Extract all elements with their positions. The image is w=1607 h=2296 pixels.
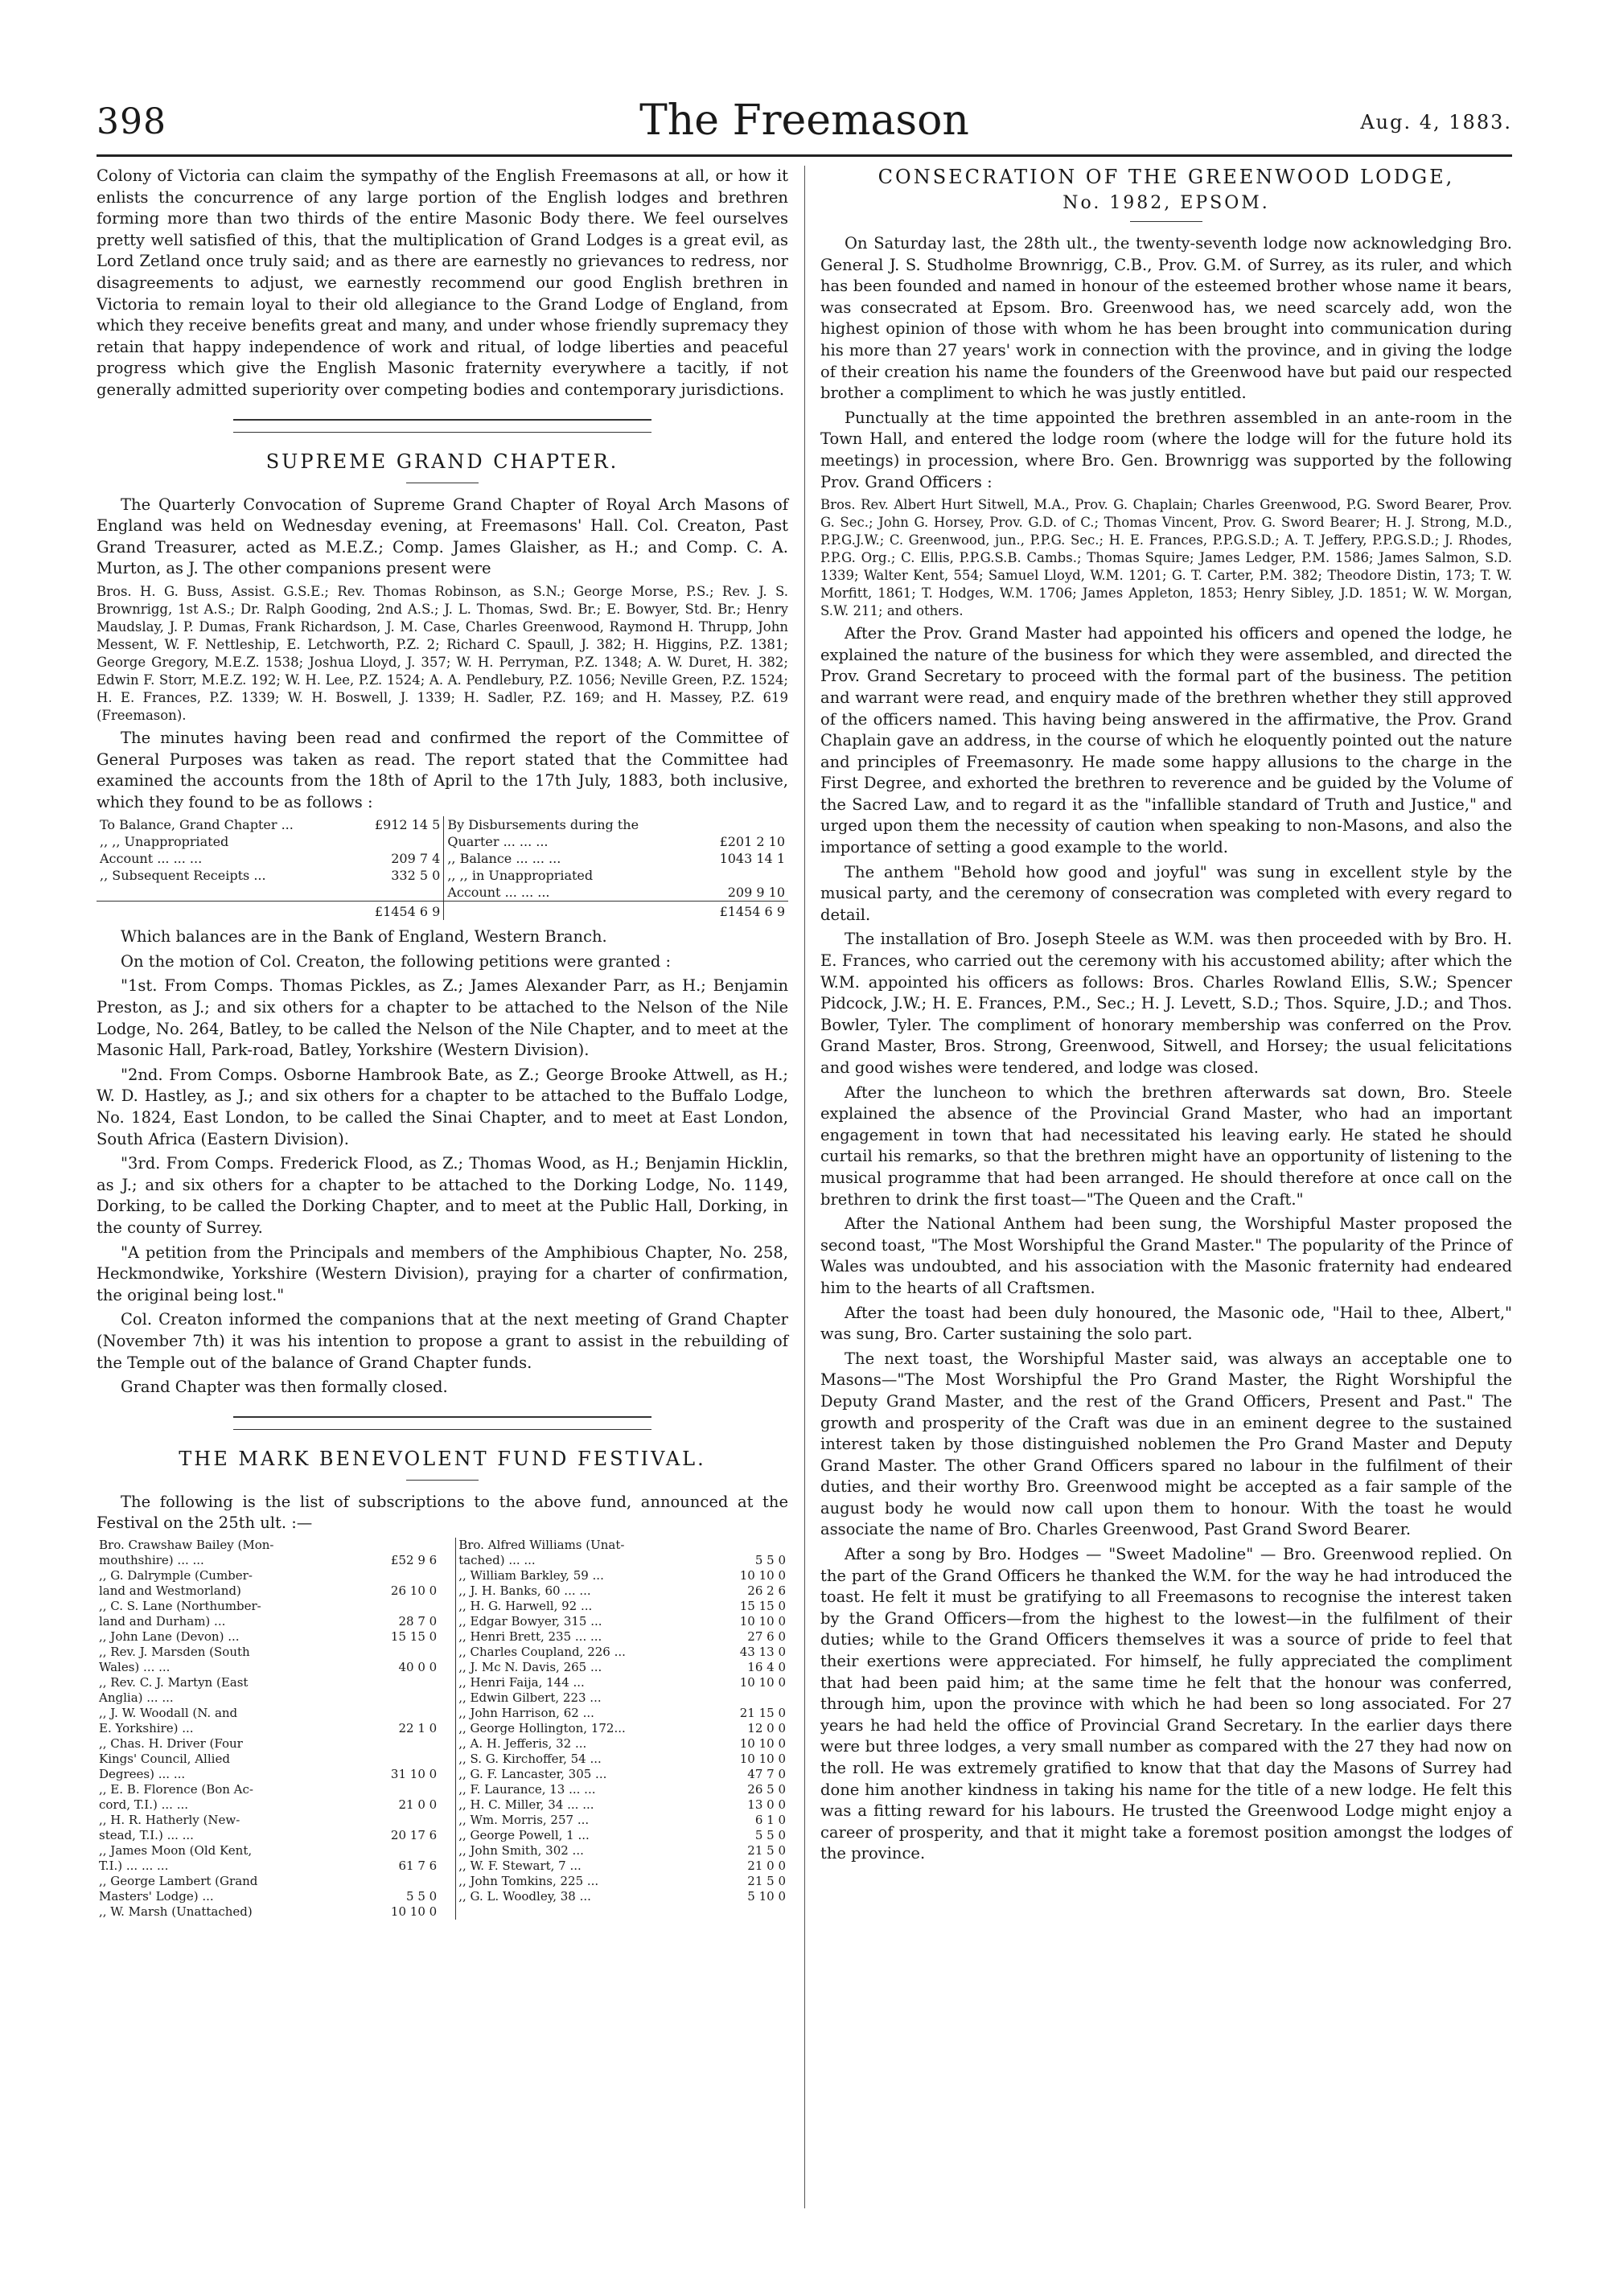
sgc-paragraph-1: The Quarterly Convocation of Supreme Grand Chapter of Royal Arch Masons of England was held on Wednesday evening, at Freemasons' Hall. Col. Creaton, Past Grand Treasurer, acted as M.E.Z.; Comp. James Glaisher, as H.; and Comp. C. A. Murton, as J. The other companions present were	[97, 495, 788, 578]
acct-label: Quarter ... ... ...	[444, 833, 685, 850]
subscription-amount: 21 0 0	[747, 1858, 786, 1873]
mark-benevolent-title: THE MARK BENEVOLENT FUND FESTIVAL.	[179, 1447, 706, 1470]
subscription-amount	[346, 1843, 439, 1859]
subscription-amount	[695, 1904, 788, 1920]
consecration-paragraph-10: After a song by Bro. Hodges — "Sweet Madoline" — Bro. Greenwood replied. On the part of the Grand Officers he thanked the W.M. for the way he had introduced the toast. He felt it must be gratifying to all Freemasons to recognise the interest taken by the Grand Officers—from the highest to the lowest—in the fulfilment of their duties; while to the Grand Officers themselves it was a source of pride to feel that their exertions were appreciated. For himself, he fully appreciated the compliment that had been paid him; at the same time he felt that the honour was conferred, through him, upon the province with which he had been so long associated. For 27 years he had held the office of Provincial Grand Secretary. In the earlier days there were but three lodges, a very small number as compared with the 27 they had now on the roll. He was extremely gratified to know that that day the Masons of Surrey had done him another kindness in taking his name for the title of a new lodge. He felt this was a fitting reward for his labours. He trusted the Greenwood Lodge might enjoy a career of prosperity, and that it might take a foremost position amongst the lodges of the province.	[820, 1545, 1512, 1863]
subscription-amount: 21 15 0	[739, 1705, 786, 1720]
subscription-amount	[346, 1752, 439, 1767]
subscriber-name: ,, W. Marsh (Unattached)	[99, 1904, 253, 1919]
section-rule	[233, 419, 651, 433]
page-number: 398	[97, 101, 166, 142]
subscriber-name: ,, G. L. Woodley, 38 ...	[458, 1888, 591, 1904]
sgc-petition-3: "3rd. From Comps. Frederick Flood, as Z.; Thomas Wood, as H.; Benjamin Hicklin, as J.; and six others for a chapter to be attached to the Dorking Lodge, No. 1149, Dorking, to be called the Dorking Chapter, and to meet at the Public Hall, Dorking, in the county of Surrey.	[97, 1154, 788, 1237]
table-row	[97, 1706, 788, 1721]
subscriber-name: ,, H. R. Hatherly (New-	[99, 1812, 240, 1827]
subscriber-name: ,, A. H. Jefferis, 32 ...	[458, 1735, 587, 1751]
subscriber-name: ,, Henri Faija, 144 ...	[458, 1674, 585, 1690]
subscriber-name: Bro. Crawshaw Bailey (Mon-	[99, 1537, 274, 1552]
acct-value: 209 7 4	[391, 851, 441, 867]
table-row	[97, 1874, 788, 1889]
table-row	[97, 1736, 788, 1752]
subscription-amount: 10 10 0	[390, 1904, 438, 1919]
subscriber-name: Anglia) ... ...	[99, 1690, 174, 1705]
consecration-title: CONSECRATION OF THE GREENWOOD LODGE,	[877, 166, 1455, 188]
subscriber-name: ,, John Smith, 302 ...	[458, 1842, 584, 1858]
sgc-paragraph-3: Which balances are in the Bank of England, Western Branch.	[121, 927, 607, 947]
subscriber-name: ,, William Barkley, 59 ...	[458, 1567, 604, 1583]
sgc-paragraph-2: The minutes having been read and confirmed the report of the Committee of General Purposes was taken as read. The report stated that the Committee had examined the accounts from the 18th of April to the 17th July, 1883, both inclusive, which they found to be as follows :	[97, 728, 788, 811]
right-column	[820, 166, 1512, 1868]
subscriber-name: ,, Henri Brett, 235 ... ...	[458, 1629, 602, 1644]
sgc-petition-2: "2nd. From Comps. Osborne Hambrook Bate, as Z.; George Brooke Attwell, as H.; W. D. Hastley, as J.; and six others for a chapter to be attached to the Buffalo Lodge, No. 1824, East London, to be called the Sinai Chapter, and to meet at East London, South Africa (Eastern Division).	[97, 1065, 788, 1148]
table-row	[97, 902, 788, 921]
subscriber-name: ,, S. G. Kirchoffer, 54 ...	[458, 1751, 602, 1766]
subscriber-name: ,, C. S. Lane (Northumber-	[99, 1598, 261, 1613]
subscription-amount: 21 0 0	[398, 1797, 438, 1812]
subscriber-name: land and Durham) ...	[99, 1613, 226, 1629]
subscription-amount	[346, 1568, 439, 1583]
subscriber-name: mouthshire) ... ...	[99, 1552, 204, 1567]
subscription-amount	[346, 1599, 439, 1614]
table-row	[97, 1797, 788, 1813]
subscription-amount: 21 5 0	[747, 1873, 786, 1888]
subscription-amount	[346, 1782, 439, 1797]
supreme-grand-chapter-title: SUPREME GRAND CHAPTER.	[265, 450, 619, 473]
acct-label: By Disbursements during the	[444, 816, 685, 833]
subscriber-name: ,, John Tomkins, 225 ...	[458, 1873, 599, 1888]
sgc-petition-4: "A petition from the Principals and members of the Amphibious Chapter, No. 258, Heckmondwike, Yorkshire (Western Division), praying for a charter of confirmation, the original being lost."	[97, 1242, 788, 1304]
acct-label: Account ... ... ...	[100, 851, 203, 867]
acct-label: ,, Balance ... ... ...	[444, 850, 685, 867]
subscription-amount: 26 5 0	[747, 1781, 786, 1797]
subscriber-name: ,, H. G. Harwell, 92 ...	[458, 1598, 593, 1613]
table-row	[97, 1843, 788, 1859]
sgc-paragraph-4: On the motion of Col. Creaton, the following petitions were granted :	[121, 951, 672, 971]
table-row	[97, 1904, 788, 1920]
table-row	[97, 1614, 788, 1629]
table-row	[97, 1752, 788, 1767]
accounts-table	[97, 816, 788, 920]
subscriber-name: ,, G. Dalrymple (Cumber-	[99, 1567, 253, 1583]
acct-label: To Balance, Grand Chapter ...	[100, 817, 294, 833]
subscriber-name: Kings' Council, Allied	[99, 1751, 230, 1766]
subscriber-name: stead, T.I.) ... ...	[99, 1827, 194, 1842]
consecration-officers: Bros. Rev. Albert Hurt Sitwell, M.A., Prov. G. Chaplain; Charles Greenwood, P.G. Sword Bearer, Prov. G. Sec.; John G. Horsey, Prov. G.D. of C.; Thomas Vincent, Prov. G. Sword Bearer; H. J. Strong, M.D., P.P.G.J.W.; C. Greenwood, jun., P.P.G. Sec.; H. E. Frances, P.P.G.S.D.; A. T. Jeffery, P.P.G.S.D.; J. Rhodes, P.P.G. Org.; C. Ellis, P.P.G.S.B. Cambs.; Thomas Squire; James Ledger, P.M. 1586; James Salmon, S.D. 1339; Walter Kent, 554; Samuel Lloyd, W.M. 1201; G. T. Carter, P.M. 382; Theodore Distin, 173; T. W. Morfitt, 1861; T. Hodges, W.M. 1706; James Appleton, 1853; Henry Sibley, J.D. 1851; W. W. Morgan, S.W. 211; and others.	[820, 497, 1512, 619]
subscriber-name: ,, J. W. Woodall (N. and	[99, 1705, 238, 1720]
newspaper-page	[97, 97, 1512, 2212]
table-row	[97, 1859, 788, 1874]
subscriber-name: ,, W. F. Stewart, 7 ...	[458, 1858, 582, 1873]
table-row	[97, 1767, 788, 1782]
subscription-amount	[695, 1538, 788, 1553]
subscription-amount: 13 0 0	[747, 1797, 786, 1812]
acct-label: ,, Subsequent Receipts ...	[100, 868, 266, 884]
table-row	[97, 867, 788, 884]
consecration-paragraph-8: After the toast had been duly honoured, the Masonic ode, "Hail to thee, Albert," was sung, Bro. Carter sustaining the solo part.	[820, 1303, 1512, 1344]
table-row	[97, 1813, 788, 1828]
subscription-amount	[346, 1690, 439, 1706]
subscription-amount	[346, 1736, 439, 1752]
subscriber-name: ,, H. C. Miller, 34 ... ...	[458, 1797, 594, 1812]
subscription-amount: 26 2 6	[747, 1583, 786, 1598]
subscription-amount	[346, 1675, 439, 1690]
table-row	[97, 833, 788, 850]
table-row	[97, 1782, 788, 1797]
subscription-amount: 43 13 0	[739, 1644, 786, 1659]
subscriber-name: ,, James Moon (Old Kent,	[99, 1842, 253, 1858]
subscription-amount: 20 17 6	[390, 1827, 438, 1842]
subscription-amount: 10 10 0	[739, 1735, 786, 1751]
sgc-paragraph-10: Grand Chapter was then formally closed.	[121, 1378, 448, 1397]
table-row	[97, 1660, 788, 1675]
acct-value: £201 2 10	[719, 834, 785, 850]
table-row	[97, 1583, 788, 1599]
subscriber-name: ,, Edwin Gilbert, 223 ...	[458, 1690, 602, 1705]
subscription-amount: 5 5 0	[406, 1888, 438, 1904]
consecration-subtitle: No. 1982, EPSOM.	[1062, 193, 1270, 213]
table-row	[97, 884, 788, 902]
subscription-amount: 27 6 0	[747, 1629, 786, 1644]
subscriber-name: ,, Edgar Bowyer, 315 ...	[458, 1613, 602, 1629]
subscription-amount: 10 10 0	[739, 1674, 786, 1690]
subscriber-name: Masters' Lodge) ...	[99, 1888, 214, 1904]
subscription-amount: 22 1 0	[398, 1720, 438, 1735]
subscriber-name: tached) ... ...	[458, 1552, 536, 1567]
consecration-paragraph-4: The anthem "Behold how good and joyful" was sung in excellent style by the musical party, and the ceremony of consecration was completed with every regard to detail.	[820, 862, 1512, 924]
subscription-amount: 15 15 0	[739, 1598, 786, 1613]
sgc-attendees: Bros. H. G. Buss, Assist. G.S.E.; Rev. Thomas Robinson, as S.N.; George Morse, P.S.; Rev. J. S. Brownrigg, 1st A.S.; Dr. Ralph Gooding, 2nd A.S.; J. L. Thomas, Swd. Br.; E. Bowyer, Std. Br.; Henry Maudslay, J. P. Dumas, Frank Richardson, J. M. Case, Charles Greenwood, Raymond H. Thrupp, John Messent, W. F. Nettleship, E. Letchworth, P.Z. 2; Richard C. Spaull, J. 382; H. Higgins, P.Z. 1381; George Gregory, M.E.Z. 1538; Joshua Lloyd, J. 357; W. H. Perryman, P.Z. 1348; A. W. Duret, H. 382; Edwin F. Storr, M.E.Z. 192; W. H. Lee, P.Z. 1524; A. A. Pendlebury, P.Z. 1056; Neville Green, P.Z. 1524; H. E. Frances, P.Z. 1339; W. H. Boswell, J. 1339; H. Sadler, P.Z. 169; and H. Massey, P.Z. 619 (Freemason).	[97, 583, 788, 723]
consecration-paragraph-2: Punctually at the time appointed the brethren assembled in an ante-room in the Town Hall, and entered the lodge room (where the lodge will for the future hold its meetings) in procession, where Bro. Gen. Brownrigg was supported by the following Prov. Grand Officers :	[820, 408, 1512, 491]
subscription-amount: 5 5 0	[754, 1552, 786, 1567]
subscriber-name: ,, E. B. Florence (Bon Ac-	[99, 1781, 253, 1797]
subscription-amount: 15 15 0	[390, 1629, 438, 1644]
consecration-paragraph-5: The installation of Bro. Joseph Steele as W.M. was then proceeded with by Bro. H. E. Frances, who carried out the ceremony with his accustomed ability; after which the W.M. appointed his officers as follows: Bros. Charles Rowland Ellis, S.W.; Spencer Pidcock, J.W.; H. E. Frances, P.M., Sec.; H. J. Levett, S.D.; Thos. Squire, J.D.; and Thos. Bowler, Tyler. The compliment of honorary membership was conferred on the Prov. Grand Master, Bros. Strong, Greenwood, Sitwell, and Horsey; the usual felicitations and good wishes were tendered, and lodge was closed.	[820, 930, 1512, 1077]
left-column	[97, 166, 788, 1920]
acct-value: 209 9 10	[727, 885, 785, 901]
acct-label: ,, ,, Unappropriated	[100, 834, 229, 850]
subscription-amount: 5 10 0	[747, 1888, 786, 1904]
consecration-paragraph-7: After the National Anthem had been sung, the Worshipful Master proposed the second toast, "The Most Worshipful the Grand Master." The popularity of the Prince of Wales was undoubted, and his association with the Masonic fraternity had endeared him to the hearts of all Craftsmen.	[820, 1214, 1512, 1297]
subscription-amount	[346, 1874, 439, 1889]
subscriber-name: Degrees) ... ...	[99, 1766, 186, 1781]
table-row	[97, 1889, 788, 1904]
subscription-amount: £52 9 6	[390, 1552, 438, 1567]
subscriber-name: ,, John Harrison, 62 ...	[458, 1705, 594, 1720]
subscriber-name: ,, George Lambert (Grand	[99, 1873, 258, 1888]
acct-value: 332 5 0	[391, 868, 441, 884]
subscriber-name: E. Yorkshire) ...	[99, 1720, 194, 1735]
table-row	[97, 1568, 788, 1583]
subscription-amount: 31 10 0	[390, 1766, 438, 1781]
masthead-title: The Freemason	[639, 97, 969, 145]
subscriber-name: ,, J. Mc N. Davis, 265 ...	[458, 1659, 602, 1674]
page-header	[97, 97, 1512, 157]
consecration-paragraph-9: The next toast, the Worshipful Master said, was always an acceptable one to Masons—"The Most Worshipful the Pro Grand Master, the Right Worshipful the Deputy Grand Master, and the rest of the Grand Officers, Present and Past." The growth and prosperity of the Craft was due in an eminent degree to the sustained interest taken by those distinguished noblemen the Pro Grand Master and Deputy Grand Master. The other Grand Officers spared no labour in the fulfilment of their duties, and their worthy Bro. Greenwood might be accepted as a fair sample of the august body he would now call upon them to honour. With the toast he would associate the name of Bro. Charles Greenwood, Past Grand Sword Bearer.	[820, 1349, 1512, 1539]
acct-value: £912 14 5	[374, 817, 441, 833]
subscription-amount: 10 10 0	[739, 1751, 786, 1766]
table-row	[97, 1721, 788, 1736]
subscription-amount: 47 7 0	[747, 1766, 786, 1781]
mark-intro: The following is the list of subscriptions to the above fund, announced at the Festival on the 25th ult. :—	[97, 1492, 788, 1533]
subscriber-name: ,, George Hollington, 172...	[458, 1720, 626, 1735]
subscriber-name: ,, Chas. H. Driver (Four	[99, 1735, 243, 1751]
table-row	[97, 1629, 788, 1645]
table-row	[97, 1675, 788, 1690]
title-rule	[406, 1480, 479, 1481]
subscriber-name: ,, J. H. Banks, 60 ... ...	[458, 1583, 591, 1598]
table-row	[97, 1553, 788, 1568]
subscriber-name: ,, Charles Coupland, 226 ...	[458, 1644, 626, 1659]
consecration-paragraph-3: After the Prov. Grand Master had appointed his officers and opened the lodge, he explained the nature of the business for which they were assembled, and directed the Prov. Grand Secretary to proceed with the formal part of the business. The petition and warrant were read, and enquiry made of the brethren whether they still approved of the officers named. This having being answered in the affirmative, the Prov. Grand Chaplain gave an address, in the course of which he eloquently pointed out the nature and principles of Freemasonry. He made some happy allusions to the charge in the First Degree, and exhorted the brethren to reverence and be guided by the Volume of the Sacred Law, and to regard it as the "infallible standard of Truth and Justice," and urged upon them the necessity of caution when speaking to non-Masons, and also the importance of setting a good example to the world.	[820, 624, 1512, 857]
section-rule	[233, 1416, 651, 1430]
table-row	[97, 1599, 788, 1614]
column-divider	[804, 166, 805, 2208]
acct-total: £1454 6 9	[685, 902, 788, 921]
subscriber-name: ,, Rev. C. J. Martyn (East	[99, 1674, 249, 1690]
acct-total: £1454 6 9	[340, 902, 444, 921]
subscriber-name: ,, F. Laurance, 13 ... ...	[458, 1781, 596, 1797]
table-row	[97, 1690, 788, 1706]
sgc-paragraph-9: Col. Creaton informed the companions that at the next meeting of Grand Chapter (November 7th) it was his intention to propose a grant to assist in the rebuilding of the Temple out of the balance of Grand Chapter funds.	[97, 1310, 788, 1372]
subscription-amount	[695, 1690, 788, 1706]
subscription-amount	[346, 1706, 439, 1721]
subscriber-name: ,, George Powell, 1 ...	[458, 1827, 590, 1842]
consecration-paragraph-6: After the luncheon to which the brethren afterwards sat down, Bro. Steele explained the absence of the Provincial Grand Master, who had an important engagement in town that had necessitated his leaving early. He stated he should curtail his remarks, so that the brethren might have an opportunity of listening to the musical programme that had been arranged. He should therefore at once call on the brethren to drink the first toast—"The Queen and the Craft."	[820, 1082, 1512, 1209]
subscriber-name: Bro. Alfred Williams (Unat-	[458, 1537, 625, 1552]
subscription-amount: 10 10 0	[739, 1613, 786, 1629]
subscription-amount: 16 4 0	[747, 1659, 786, 1674]
subscription-amount: 5 5 0	[754, 1827, 786, 1842]
subscription-amount	[346, 1645, 439, 1660]
subscriber-name: land and Westmorland)	[99, 1583, 241, 1598]
intro-paragraph: Colony of Victoria can claim the sympathy of the English Freemasons at all, or how it enlists the concurrence of any large portion of the English lodges and brethren forming more than two thirds of the entire Masonic Body there. We feel ourselves pretty well satisfied of this, that the multiplication of Grand Lodges is a great evil, as Lord Zetland once truly said; and as there are earnestly no grievances to redress, nor disagreements to adjust, we earnestly recommend our good English brethren in Victoria to remain loyal to their old allegiance to the Grand Lodge of England, from which they receive benefits great and many, and under whose friendly supremacy they retain that happy independence of work and ritual, of lodge liberties and peaceful progress which give the English Masonic fraternity everywhere a tacitly, if not generally admitted superiority over competing bodies and contemporary jurisdictions.	[97, 166, 788, 399]
table-row	[97, 850, 788, 867]
subscriber-name	[456, 1904, 695, 1920]
subscriber-name: T.I.) ... ... ...	[99, 1858, 169, 1873]
table-row	[97, 1828, 788, 1843]
acct-value: 1043 14 1	[719, 851, 785, 867]
subscription-amount: 12 0 0	[747, 1720, 786, 1735]
subscription-amount: 21 5 0	[747, 1842, 786, 1858]
subscription-amount: 28 7 0	[398, 1613, 438, 1629]
table-row	[97, 1538, 788, 1553]
table-row	[97, 816, 788, 833]
subscription-amount: 26 10 0	[390, 1583, 438, 1598]
subscriber-name: cord, T.I.) ... ...	[99, 1797, 188, 1812]
subscription-amount	[346, 1813, 439, 1828]
subscriber-name: ,, John Lane (Devon) ...	[99, 1629, 240, 1644]
subscription-amount: 6 1 0	[754, 1812, 786, 1827]
consecration-paragraph-1: On Saturday last, the 28th ult., the twenty-seventh lodge now acknowledging Bro. General J. S. Studholme Brownrigg, C.B., Prov. G.M. of Surrey, as its ruler, and which has been founded and named in honour of the esteemed brother whose name it bears, was consecrated at Epsom. Bro. Greenwood has, we need scarcely add, won the highest opinion of those with whom he has been brought into communication during his more than 27 years' work in connection with the province, and in giving the lodge of their creation his name the founders of the Greenwood have but paid our respected brother a compliment to which he was justly entitled.	[820, 234, 1512, 403]
subscription-amount	[346, 1538, 439, 1553]
table-row	[97, 1645, 788, 1660]
subscription-amount: 40 0 0	[398, 1659, 438, 1674]
title-rule	[1130, 221, 1202, 222]
subscriber-name: ,, G. F. Lancaster, 305 ...	[458, 1766, 607, 1781]
issue-date: Aug. 4, 1883.	[1360, 111, 1512, 133]
subscription-amount: 10 10 0	[739, 1567, 786, 1583]
subscriber-name: ,, Wm. Morris, 257 ...	[458, 1812, 590, 1827]
acct-label: Account ... ... ...	[444, 884, 685, 902]
subscriber-name: ,, Rev. J. Marsden (South	[99, 1644, 250, 1659]
acct-label: ,, ,, in Unappropriated	[444, 867, 685, 884]
sgc-petition-1: "1st. From Comps. Thomas Pickles, as Z.; James Alexander Parr, as H.; Benjamin Preston, as J.; and six others for a chapter to be attached to the Nelson of the Nile Lodge, No. 264, Batley, to be called the Nelson of the Nile Chapter, and to meet at the Masonic Hall, Park-road, Batley, Yorkshire (Western Division).	[97, 976, 788, 1060]
subscriber-name: Wales) ... ...	[99, 1659, 171, 1674]
subscriptions-table	[97, 1538, 788, 1920]
subscription-amount: 61 7 6	[398, 1858, 438, 1873]
